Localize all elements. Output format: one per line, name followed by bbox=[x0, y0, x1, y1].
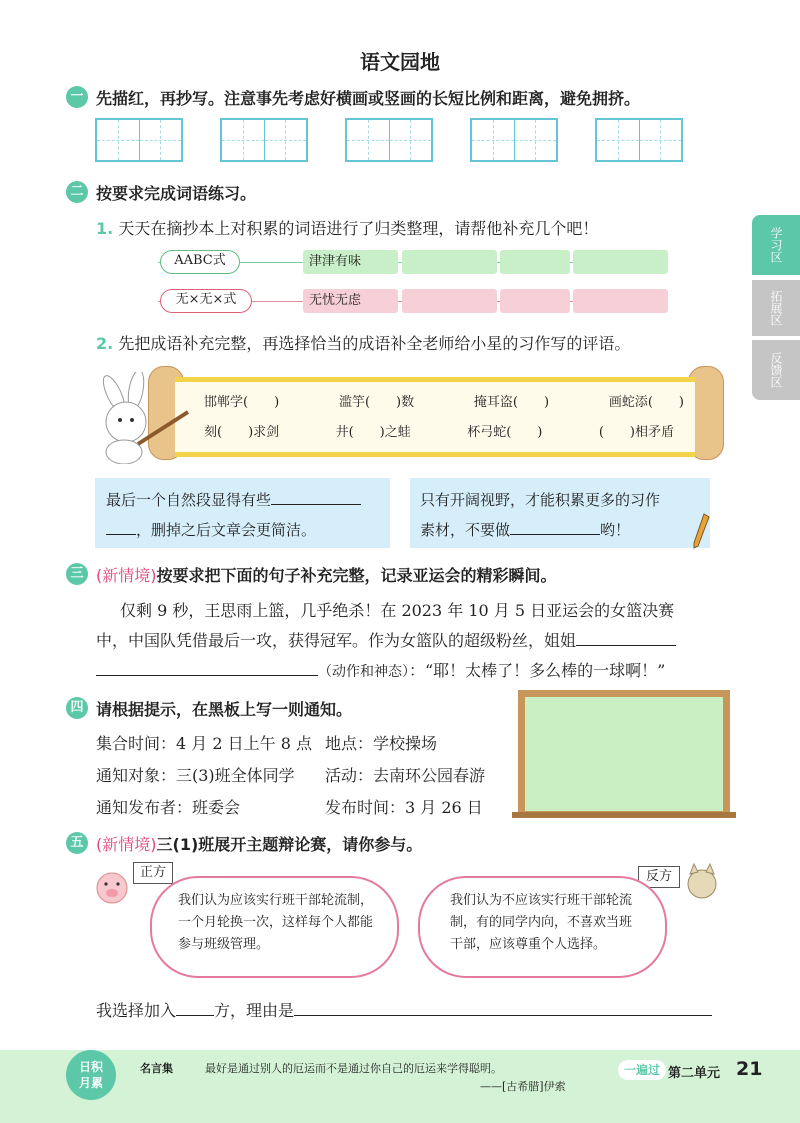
comment-text: 哟！ bbox=[600, 521, 631, 539]
example-word: 无忧无虑 bbox=[303, 289, 398, 313]
comment-text: 最后一个自然段显得有些 bbox=[106, 491, 272, 509]
comment-text: ，删掉之后文章会更简洁。 bbox=[136, 521, 317, 539]
section-badge-3: 三 bbox=[66, 563, 88, 585]
idiom-item: 井( )之蛙 bbox=[335, 425, 411, 440]
answer-text: 方，理由是 bbox=[214, 1001, 295, 1020]
blank[interactable] bbox=[576, 629, 676, 646]
unit-label: 第二单元 bbox=[668, 1066, 721, 1081]
new-context-tag: (新情境) bbox=[96, 835, 157, 854]
idiom-item: ( )相矛盾 bbox=[598, 425, 674, 440]
idiom-row-2 bbox=[204, 421, 674, 440]
answer-text: 我选择加入 bbox=[96, 1001, 177, 1020]
answer-box[interactable] bbox=[500, 250, 570, 274]
writing-grid[interactable] bbox=[95, 118, 183, 162]
blank[interactable] bbox=[510, 520, 600, 535]
section-5-instruction: 三(1)班展开主题辩论赛，请你参与。 bbox=[156, 835, 423, 854]
comment-right-line2 bbox=[420, 519, 630, 540]
question-text: 天天在摘抄本上对积累的词语进行了归类整理，请帮他补充几个吧！ bbox=[118, 219, 599, 238]
notice-target: 通知对象：三(3)班全体同学 bbox=[96, 766, 295, 785]
notice-activity: 活动：去南环公园春游 bbox=[325, 766, 486, 785]
passage-text: 中，中国队凭借最后一攻，获得冠军。作为女篮队的超级粉丝，姐姐 bbox=[96, 631, 577, 650]
example-word: 津津有味 bbox=[303, 250, 398, 274]
page-title: 语文园地 bbox=[360, 50, 440, 74]
idiom-item: 杯弓蛇( ) bbox=[467, 425, 543, 440]
notice-place: 地点：学校操场 bbox=[325, 734, 438, 753]
answer-box[interactable] bbox=[500, 289, 570, 313]
passage-text: ：“耶！太棒了！多么棒的一球啊！” bbox=[409, 661, 666, 680]
pro-sign: 正方 bbox=[133, 862, 173, 884]
blank[interactable] bbox=[294, 999, 712, 1016]
pencil-icon bbox=[690, 512, 710, 552]
blank[interactable] bbox=[106, 520, 136, 535]
notice-publish-time: 发布时间：3 月 26 日 bbox=[325, 798, 483, 817]
idiom-row-1 bbox=[204, 391, 684, 410]
idiom-item: 掩耳盗( ) bbox=[473, 395, 550, 410]
blank[interactable] bbox=[176, 999, 214, 1016]
idiom-item: 邯郸学( ) bbox=[204, 395, 280, 410]
question-number: 1. bbox=[96, 219, 114, 238]
badge-line: 日积 bbox=[78, 1060, 103, 1074]
blank[interactable] bbox=[96, 659, 318, 676]
answer-line bbox=[96, 998, 712, 1021]
pig-icon bbox=[92, 866, 137, 906]
writing-grid[interactable] bbox=[345, 118, 433, 162]
con-argument: 我们认为不应该实行班干部轮流制，有的同学内向，不喜欢当班干部，应该尊重个人选择。 bbox=[450, 893, 633, 952]
con-sign: 反方 bbox=[638, 866, 680, 888]
answer-box[interactable] bbox=[573, 289, 668, 313]
cat-icon bbox=[680, 862, 725, 902]
side-tab-feedback[interactable]: 反馈区 bbox=[752, 340, 800, 400]
blackboard[interactable] bbox=[518, 690, 730, 818]
category-label-aabc: AABC式 bbox=[160, 250, 240, 274]
pro-argument: 我们认为应该实行班干部轮流制，一个月轮换一次，这样每个人都能参与班级管理。 bbox=[178, 893, 374, 952]
brand-logo: 一遍过 bbox=[618, 1060, 666, 1080]
question-2-2 bbox=[96, 331, 630, 354]
answer-box[interactable] bbox=[402, 289, 497, 313]
comment-left-line2 bbox=[106, 519, 316, 540]
side-tab-extend[interactable]: 拓展区 bbox=[752, 280, 800, 336]
quote-author: ——[古希腊]伊索 bbox=[480, 1080, 566, 1093]
page-number: 21 bbox=[736, 1058, 763, 1080]
section-4-instruction: 请根据提示，在黑板上写一则通知。 bbox=[96, 700, 353, 719]
comment-right-line1: 只有开阔视野，才能积累更多的习作 bbox=[420, 491, 661, 509]
answer-box[interactable] bbox=[573, 250, 668, 274]
blank[interactable] bbox=[271, 490, 361, 505]
section-3-instruction: 按要求把下面的句子补充完整，记录亚运会的精彩瞬间。 bbox=[156, 566, 557, 585]
question-number: 2. bbox=[96, 334, 114, 353]
question-text: 先把成语补充完整，再选择恰当的成语补全老师给小星的习作写的评语。 bbox=[118, 334, 631, 353]
side-tab-learn[interactable]: 学习区 bbox=[752, 215, 800, 275]
idiom-item: 画蛇添( ) bbox=[608, 395, 684, 410]
answer-box[interactable] bbox=[402, 250, 497, 274]
notice-publisher: 通知发布者：班委会 bbox=[96, 798, 241, 817]
section-badge-2: 二 bbox=[66, 181, 88, 203]
new-context-tag: (新情境) bbox=[96, 566, 157, 585]
section-5-heading bbox=[96, 832, 422, 855]
scroll-paper bbox=[175, 377, 695, 457]
section-badge-1: 一 bbox=[66, 86, 88, 108]
quote-text: 最好是通过别人的厄运而不是通过你自己的厄运来学得聪明。 bbox=[205, 1062, 502, 1075]
section-badge-4: 四 bbox=[66, 697, 88, 719]
section-1-instruction: 先描红，再抄写。注意事先考虑好横画或竖画的长短比例和距离，避免拥挤。 bbox=[96, 89, 641, 108]
passage-line-2 bbox=[96, 628, 676, 651]
writing-grid[interactable] bbox=[470, 118, 558, 162]
passage-line-1: 仅剩 9 秒，王思雨上篮，几乎绝杀！在 2023 年 10 月 5 日亚运会的女篮决赛 bbox=[120, 601, 675, 620]
comment-left-line1 bbox=[106, 489, 361, 510]
daily-badge bbox=[66, 1050, 116, 1100]
section-2-instruction: 按要求完成词语练习。 bbox=[96, 184, 257, 203]
quote-label: 名言集 bbox=[140, 1062, 173, 1075]
passage-line-3 bbox=[96, 658, 665, 681]
section-badge-5: 五 bbox=[66, 832, 88, 854]
idiom-item: 滥竽( )数 bbox=[338, 395, 415, 410]
question-2-1 bbox=[96, 216, 598, 239]
hint-text: （动作和神态） bbox=[318, 664, 409, 680]
writing-grids bbox=[95, 118, 683, 162]
section-3-heading bbox=[96, 563, 557, 586]
category-label-wuxwux: 无×无×式 bbox=[160, 289, 252, 313]
writing-grid[interactable] bbox=[220, 118, 308, 162]
writing-grid[interactable] bbox=[595, 118, 683, 162]
comment-text: 素材，不要做 bbox=[420, 521, 511, 539]
blackboard-ledge bbox=[512, 812, 736, 818]
rabbit-illustration bbox=[88, 372, 198, 464]
notice-time: 集合时间：4 月 2 日上午 8 点 bbox=[96, 734, 312, 753]
idiom-item: 刻( )求剑 bbox=[204, 425, 280, 440]
badge-line: 月累 bbox=[78, 1076, 103, 1090]
